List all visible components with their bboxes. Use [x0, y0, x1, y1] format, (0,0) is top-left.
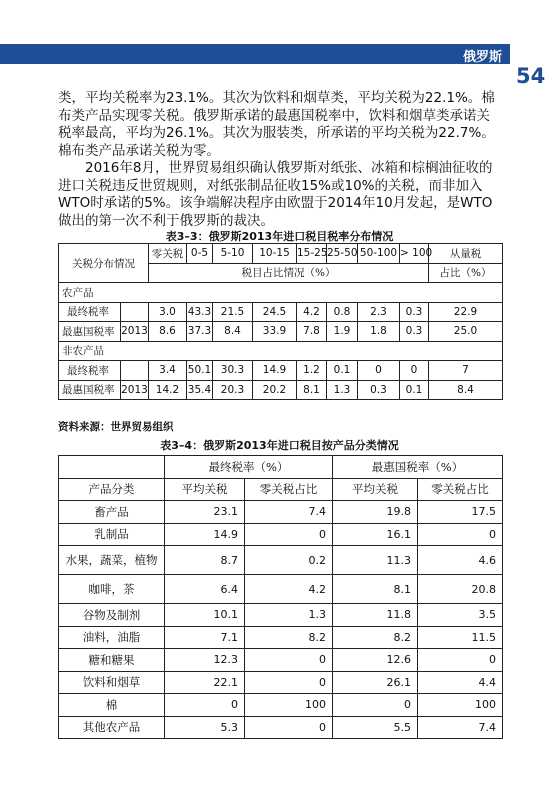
table1-row-year — [121, 361, 149, 381]
table1-col: 10-15 — [253, 244, 297, 264]
page-number-box — [510, 44, 559, 90]
table1-corner: 关税分布情况 — [59, 244, 149, 283]
table2-cell: 1.3 — [245, 604, 333, 627]
table1-cell: 2.3 — [358, 302, 400, 322]
table2-cell: 8.1 — [333, 575, 418, 604]
table2-cell: 5.3 — [165, 716, 245, 739]
table-row — [59, 626, 503, 649]
table2-cell: 0 — [165, 694, 245, 717]
table1-caption: 表3–3：俄罗斯2013年进口税目税率分布情况 — [165, 230, 394, 243]
table1-subheader2: 占比（%） — [429, 263, 503, 283]
table-row — [59, 604, 503, 627]
table1-cell: 30.3 — [213, 361, 253, 381]
table1-cell: 8.4 — [429, 380, 503, 400]
tariff-distribution-table — [58, 243, 503, 400]
table2-col: 零关税占比 — [245, 478, 333, 501]
paragraph-2: 2016年8月，世界贸易组织确认俄罗斯对纸张、冰箱和棕榈油征收的进口关税违反世贸规则，对纸张制品征收15%或10%的关税，而非加入WTO时承诺的5%。该争端解决程序由欧盟于2014年10月发起，是WTO做出的第一次不利于俄罗斯的裁决。 — [58, 160, 493, 229]
table1-cell: 8.4 — [213, 322, 253, 342]
table2-cell: 6.4 — [165, 575, 245, 604]
table1-col: > 100 — [400, 244, 429, 264]
table1-cell: 22.9 — [429, 302, 503, 322]
table2-cell: 11.3 — [333, 546, 418, 575]
table1-cell: 0.3 — [400, 302, 429, 322]
table2-caption: 表3–4：俄罗斯2013年进口税目按产品分类情况 — [160, 439, 399, 452]
table2-cell: 4.6 — [418, 546, 503, 575]
table1-group: 农产品 — [59, 283, 503, 303]
table2-row-name: 油料，油脂 — [59, 626, 165, 649]
table2-cell: 3.5 — [418, 604, 503, 627]
table2-cell: 11.8 — [333, 604, 418, 627]
table2-row-name: 棉 — [59, 694, 165, 717]
table-row — [59, 649, 503, 672]
table1-row-year: 2013 — [121, 322, 149, 342]
table1-cell: 8.1 — [297, 380, 327, 400]
table1-cell: 8.6 — [149, 322, 187, 342]
table1-cell: 43.3 — [187, 302, 213, 322]
table2-cell: 16.1 — [333, 523, 418, 546]
table2-row-name: 糖和糖果 — [59, 649, 165, 672]
table2-group-header: 最终税率（%） — [165, 456, 333, 479]
table2-cell: 8.7 — [165, 546, 245, 575]
table2-cell: 22.1 — [165, 671, 245, 694]
table-row — [59, 716, 503, 739]
table2-cell: 17.5 — [418, 501, 503, 524]
table1-cell: 3.0 — [149, 302, 187, 322]
table2-cell: 12.6 — [333, 649, 418, 672]
table1-group: 非农产品 — [59, 341, 503, 361]
table2-row-name: 其他农产品 — [59, 716, 165, 739]
table2-cell: 23.1 — [165, 501, 245, 524]
table2-cell: 20.8 — [418, 575, 503, 604]
product-category-table — [58, 455, 503, 739]
table2-cell: 14.9 — [165, 523, 245, 546]
table1-cell: 14.2 — [149, 380, 187, 400]
source-note: 资料来源：世界贸易组织 — [58, 421, 174, 433]
table2-row-name: 畜产品 — [59, 501, 165, 524]
table1-cell: 1.3 — [327, 380, 358, 400]
table1-cell: 0.1 — [327, 361, 358, 381]
table1-cell: 0.8 — [327, 302, 358, 322]
section-title: 俄罗斯 — [462, 50, 502, 65]
table1-cell: 0 — [400, 361, 429, 381]
table1-cell: 0 — [358, 361, 400, 381]
table2-cell: 12.3 — [165, 649, 245, 672]
table2-cell: 19.8 — [333, 501, 418, 524]
table1-row-label: 最终税率 — [59, 302, 121, 322]
table1-cell: 1.9 — [327, 322, 358, 342]
table2-cell: 0 — [418, 649, 503, 672]
table1-cell: 50.1 — [187, 361, 213, 381]
table1-cell: 20.2 — [253, 380, 297, 400]
table1-cell: 7.8 — [297, 322, 327, 342]
table1-col: 50-100 — [358, 244, 400, 264]
table2-cell: 26.1 — [333, 671, 418, 694]
table-row — [59, 501, 503, 524]
table1-cell: 25.0 — [429, 322, 503, 342]
table1-cell: 24.5 — [253, 302, 297, 322]
table2-cell: 7.4 — [418, 716, 503, 739]
table1-col: 零关税 — [149, 244, 187, 264]
table1-col: 5-10 — [213, 244, 253, 264]
table-row — [59, 671, 503, 694]
table1-cell: 7 — [429, 361, 503, 381]
table2-cell: 100 — [418, 694, 503, 717]
table2-cell: 0 — [333, 694, 418, 717]
table2-group-header: 最惠国税率（%） — [333, 456, 503, 479]
table2-cell: 0 — [245, 649, 333, 672]
page-number: 54 — [516, 64, 546, 88]
table1-cell: 4.2 — [297, 302, 327, 322]
table1-cell: 0.3 — [358, 380, 400, 400]
table1-cell: 1.2 — [297, 361, 327, 381]
table1-cell: 33.9 — [253, 322, 297, 342]
table1-row-label: 最惠国税率 — [59, 380, 121, 400]
table2-row-name: 水果，蔬菜，植物 — [59, 546, 165, 575]
table2-cell: 11.5 — [418, 626, 503, 649]
table2-blank — [59, 456, 165, 479]
table-row — [59, 523, 503, 546]
table1-cell: 0.3 — [400, 322, 429, 342]
table1-col: 从量税 — [429, 244, 503, 264]
table1-cell: 37.3 — [187, 322, 213, 342]
table1-col: 15-25 — [297, 244, 327, 264]
table1-row-label: 最惠国税率 — [59, 322, 121, 342]
table1-col: 0-5 — [187, 244, 213, 264]
table1-row-label: 最终税率 — [59, 361, 121, 381]
table1-row-year: 2013 — [121, 380, 149, 400]
table2-cell: 0 — [245, 671, 333, 694]
table1-cell: 3.4 — [149, 361, 187, 381]
table2-row-name: 乳制品 — [59, 523, 165, 546]
table1-cell: 1.8 — [358, 322, 400, 342]
table1-cell: 35.4 — [187, 380, 213, 400]
table2-row-name: 咖啡，茶 — [59, 575, 165, 604]
table1-row-year — [121, 302, 149, 322]
table2-col: 平均关税 — [333, 478, 418, 501]
table2-cell: 7.4 — [245, 501, 333, 524]
table1-cell: 0.1 — [400, 380, 429, 400]
table2-col: 产品分类 — [59, 478, 165, 501]
table1-subheader: 税目占比情况（%） — [149, 263, 429, 283]
table2-row-name: 饮料和烟草 — [59, 671, 165, 694]
table2-cell: 0 — [245, 523, 333, 546]
header-bar — [0, 44, 510, 64]
table2-cell: 4.2 — [245, 575, 333, 604]
table2-cell: 8.2 — [245, 626, 333, 649]
table2-col: 零关税占比 — [418, 478, 503, 501]
table-row — [59, 575, 503, 604]
table2-cell: 0 — [245, 716, 333, 739]
table2-cell: 4.4 — [418, 671, 503, 694]
table2-row-name: 谷物及制剂 — [59, 604, 165, 627]
table1-cell: 14.9 — [253, 361, 297, 381]
paragraph-1: 类，平均关税率为23.1%。其次为饮料和烟草类，平均关税为22.1%。棉布类产品实现零关税。俄罗斯承诺的最惠国税率中，饮料和烟草类承诺关税率最高，平均为26.1%。其次为服装类，所承诺的平均关税为22.7%。棉布类产品承诺关税为零。 — [58, 90, 495, 159]
table1-cell: 21.5 — [213, 302, 253, 322]
table2-cell: 0.2 — [245, 546, 333, 575]
table2-cell: 5.5 — [333, 716, 418, 739]
table1-cell: 20.3 — [213, 380, 253, 400]
table2-cell: 7.1 — [165, 626, 245, 649]
table-row — [59, 694, 503, 717]
table2-cell: 100 — [245, 694, 333, 717]
table2-cell: 0 — [418, 523, 503, 546]
table2-cell: 8.2 — [333, 626, 418, 649]
table1-col: 25-50 — [327, 244, 358, 264]
table2-col: 平均关税 — [165, 478, 245, 501]
table2-cell: 10.1 — [165, 604, 245, 627]
table-row — [59, 546, 503, 575]
